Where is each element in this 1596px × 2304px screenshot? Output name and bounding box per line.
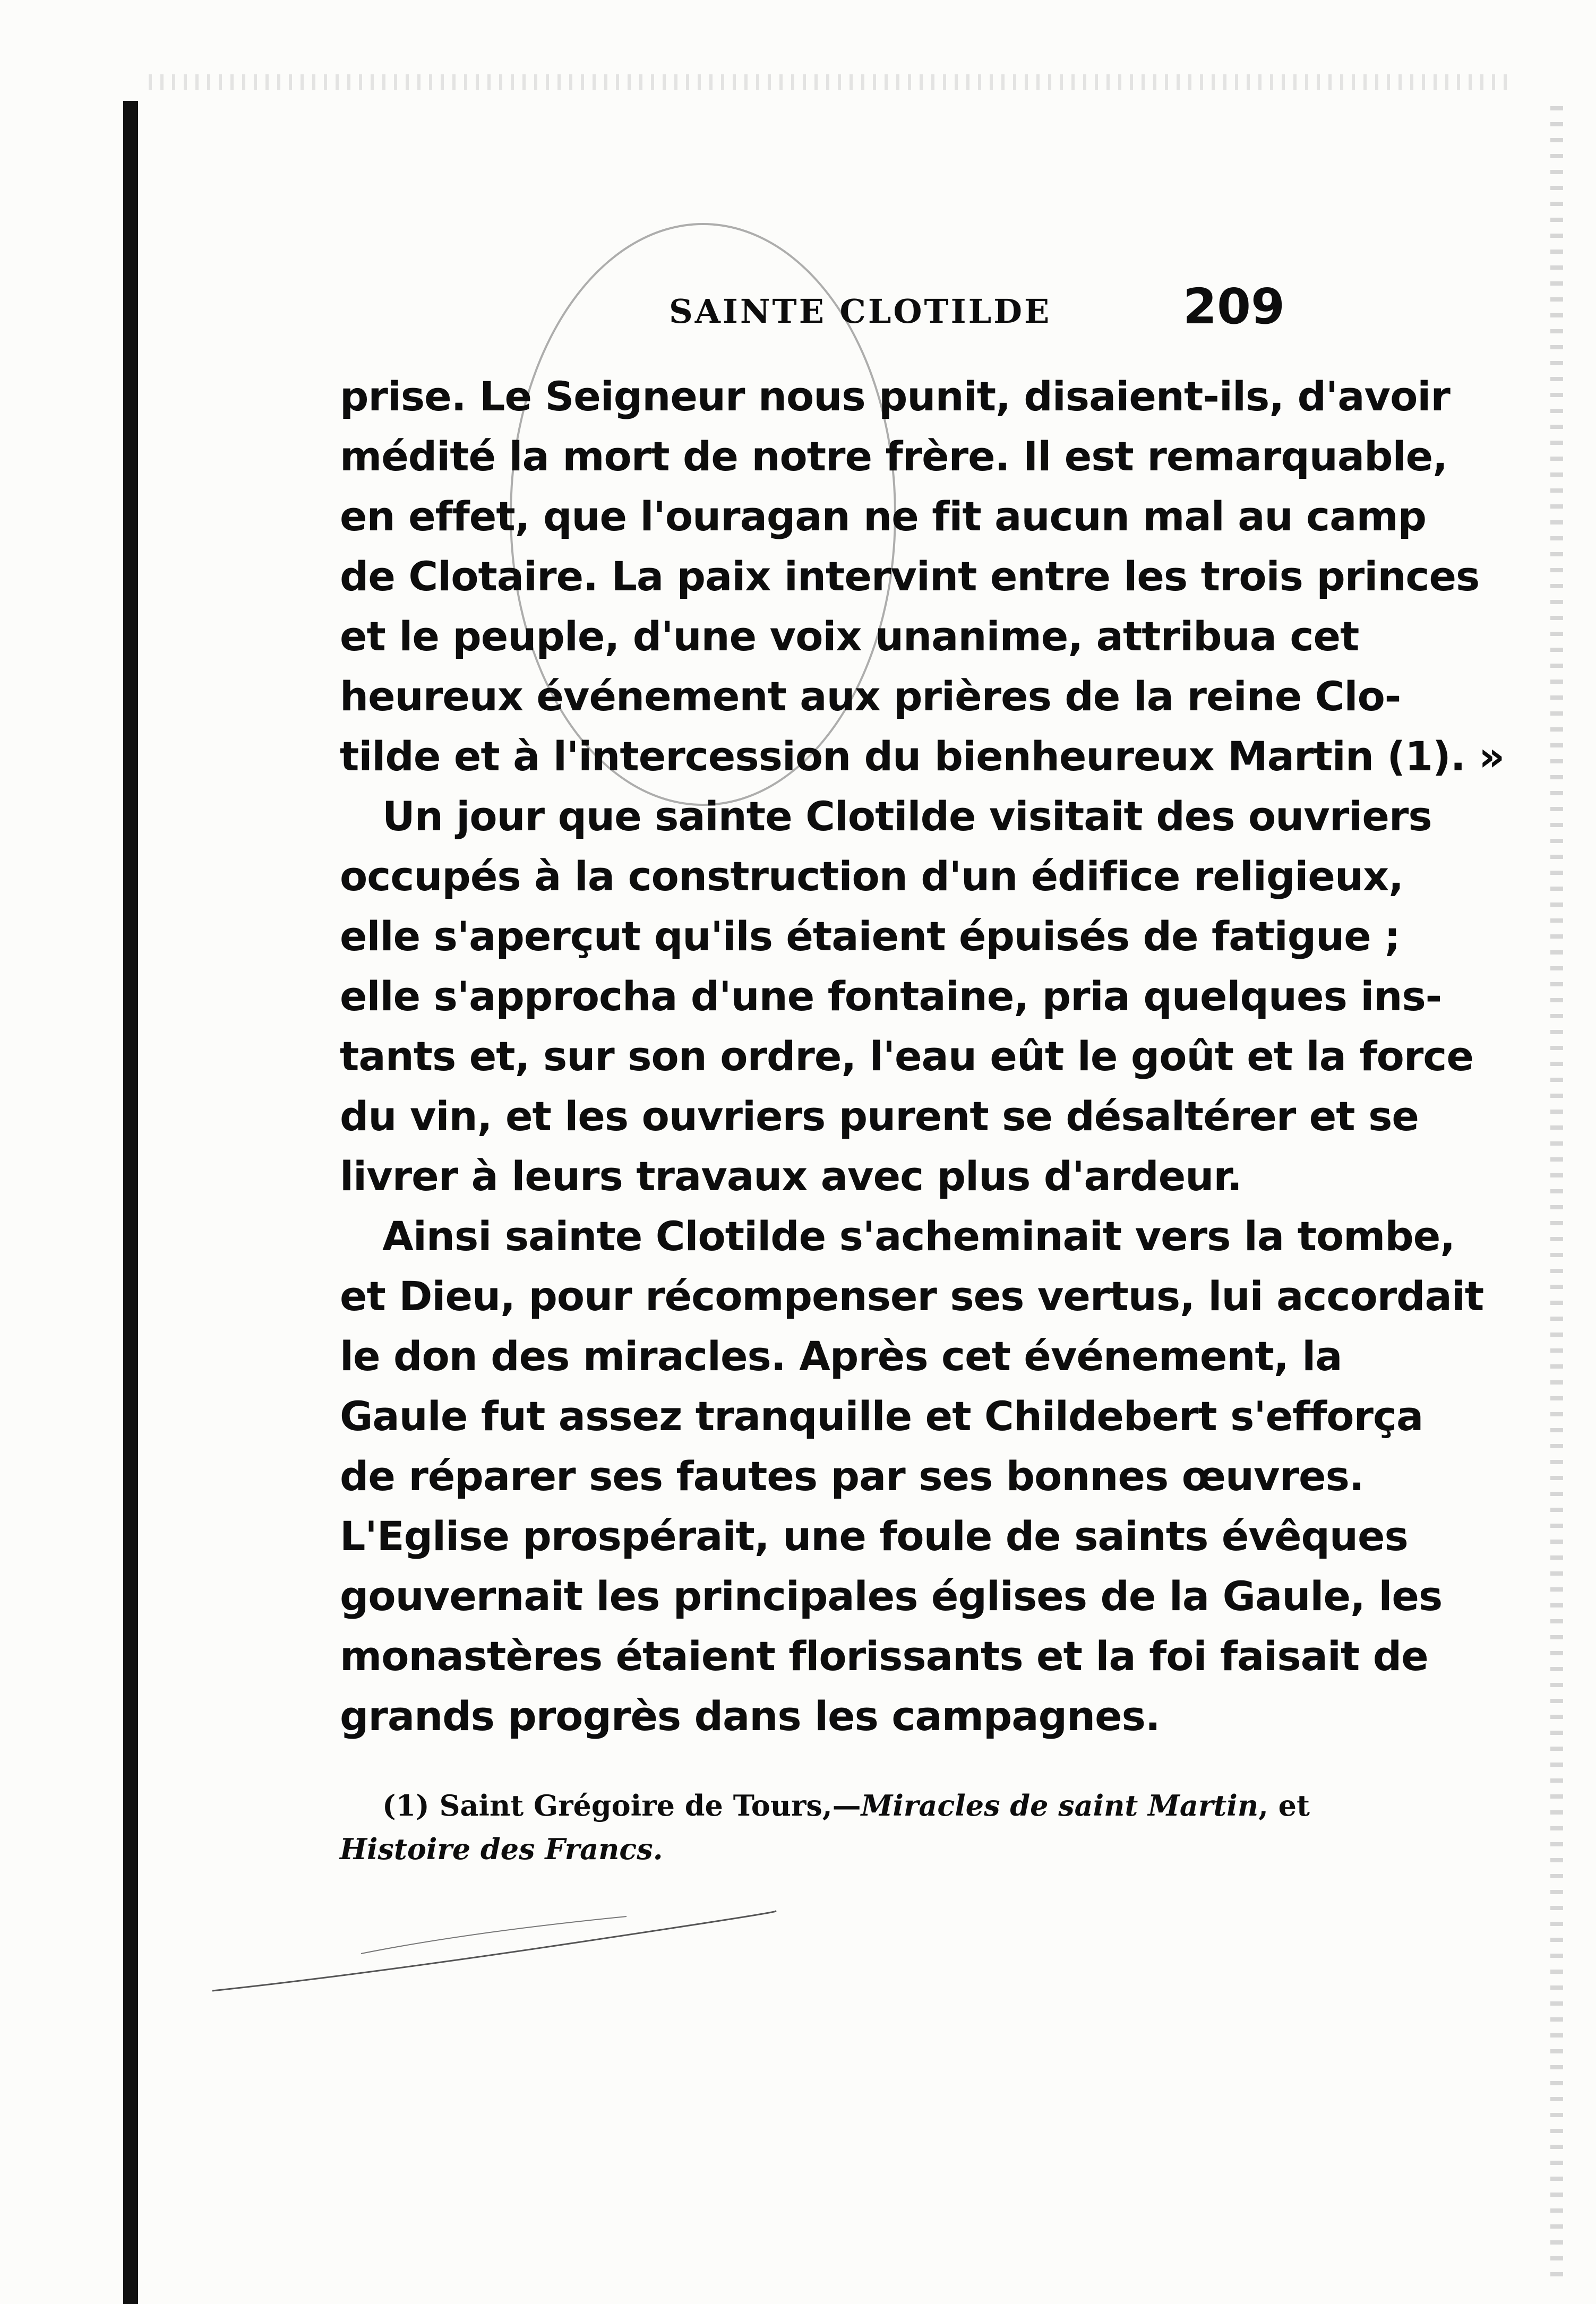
text-line: et le peuple, d'une voix unanime, attribua cet [340,613,1359,660]
text-line: livrer à leurs travaux avec plus d'ardeur. [340,1153,1242,1200]
text-line: elle s'approcha d'une fontaine, pria quelques ins- [340,973,1442,1020]
binding-shadow [123,101,138,2304]
page-edge-top [149,74,1508,90]
footnote-title-1: Miracles de saint Martin [861,1789,1259,1822]
text-line: tants et, sur son ordre, l'eau eût le goût et la force [340,1033,1473,1080]
text-line: Un jour que sainte Clotilde visitait des ouvriers [382,793,1432,840]
text-line: L'Eglise prospérait, une foule de saints évêques [340,1512,1408,1560]
pencil-marks [202,1869,786,2007]
text-line: de Clotaire. La paix intervint entre les trois princes [340,553,1480,600]
text-line: gouvernait les principales églises de la Gaule, les [340,1572,1443,1620]
text-line: monastères étaient florissants et la foi faisait de [340,1632,1428,1680]
text-line: grands progrès dans les campagnes. [340,1692,1160,1740]
page-header [340,276,1285,334]
footnote [340,1784,1310,1871]
text-line: heureux événement aux prières de la reine Clo- [340,673,1401,720]
pencil-stroke [361,1916,627,1954]
footnote-line-1 [340,1784,1310,1827]
text-line: de réparer ses fautes par ses bonnes œuvres. [340,1452,1364,1500]
body-text [340,366,1505,1746]
running-head: SAINTE CLOTILDE [669,292,1052,331]
page-edge-right [1550,106,1563,2283]
page-number: 209 [1182,278,1285,335]
text-line: prise. Le Seigneur nous punit, disaient-ils, d'avoir [340,373,1450,420]
footnote-connector: , et [1258,1789,1310,1822]
text-line: Gaule fut assez tranquille et Childebert s'efforça [340,1392,1423,1440]
text-line: occupés à la construction d'un édifice religieux, [340,853,1403,900]
text-line: tilde et à l'intercession du bienheureux Martin (1). » [340,733,1505,780]
text-line: elle s'aperçut qu'ils étaient épuisés de fatigue ; [340,913,1400,960]
text-line: Ainsi sainte Clotilde s'acheminait vers la tombe, [382,1213,1455,1260]
text-line: et Dieu, pour récompenser ses vertus, lui accordait [340,1273,1484,1320]
text-line: du vin, et les ouvriers purent se désaltérer et se [340,1093,1419,1140]
text-line: en effet, que l'ouragan ne fit aucun mal au camp [340,493,1427,540]
text-line: le don des miracles. Après cet événement, la [340,1332,1342,1380]
text-line: médité la mort de notre frère. Il est remarquable, [340,433,1447,480]
footnote-marker: (1) Saint Grégoire de Tours,— [382,1789,861,1822]
footnote-title-2: Histoire des Francs. [340,1832,663,1866]
pencil-stroke [212,1911,776,1991]
